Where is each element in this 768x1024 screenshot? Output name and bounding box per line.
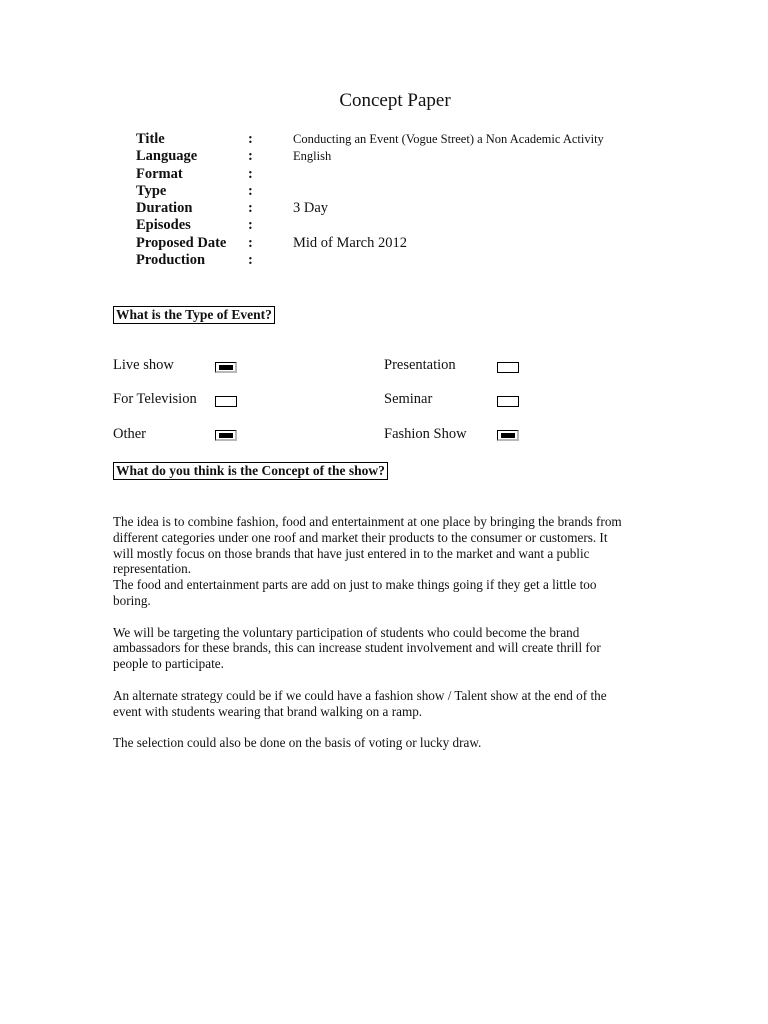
checkbox-live-show[interactable] bbox=[215, 362, 237, 373]
concept-paragraph bbox=[113, 514, 658, 609]
field-label: Proposed Date bbox=[136, 234, 227, 251]
text-line: different categories under one roof and market their products to the consumer or customers. It bbox=[113, 529, 608, 545]
field-label: Format bbox=[136, 165, 183, 182]
text-line: boring. bbox=[113, 592, 151, 608]
field-label: Type bbox=[136, 182, 167, 199]
field-colon: : bbox=[248, 165, 253, 182]
concept-paragraph bbox=[113, 735, 658, 751]
text-line: event with students wearing that brand walking on a ramp. bbox=[113, 703, 423, 719]
field-label: Episodes bbox=[136, 217, 191, 234]
text-line: The idea is to combine fashion, food and entertainment at one place by bringing the brands from bbox=[113, 514, 622, 529]
field-row-format bbox=[136, 166, 656, 183]
field-colon: : bbox=[248, 182, 253, 199]
text-line: The selection could also be done on the basis of voting or lucky draw. bbox=[113, 735, 482, 751]
option-label-fashion-show: Fashion Show bbox=[384, 426, 467, 442]
field-value: Conducting an Event (Vogue Street) a Non Academic Activity bbox=[293, 132, 604, 146]
text-line: The food and entertainment parts are add on just to make things going if they get a little too bbox=[113, 577, 597, 593]
checkbox-fashion-show[interactable] bbox=[497, 430, 519, 441]
option-label-seminar: Seminar bbox=[384, 391, 433, 407]
event-type-heading: What is the Type of Event? bbox=[113, 306, 275, 324]
field-label: Language bbox=[136, 148, 198, 165]
checkbox-seminar[interactable] bbox=[497, 396, 519, 407]
text-line: We will be targeting the voluntary participation of students who could become the brand bbox=[113, 624, 580, 640]
field-row-proposed-date bbox=[136, 235, 656, 252]
field-row-language bbox=[136, 148, 656, 165]
field-label: Production bbox=[136, 252, 206, 269]
field-colon: : bbox=[248, 234, 253, 251]
text-line: An alternate strategy could be if we could have a fashion show / Talent show at the end of the bbox=[113, 687, 607, 703]
field-row-type bbox=[136, 183, 656, 200]
field-value: English bbox=[293, 149, 332, 164]
field-colon: : bbox=[248, 217, 253, 234]
option-label-for-television: For Television bbox=[113, 391, 197, 407]
option-label-other: Other bbox=[113, 426, 147, 442]
field-row-production bbox=[136, 252, 656, 269]
text-line: representation. bbox=[113, 561, 191, 577]
concept-heading: What do you think is the Concept of the show? bbox=[113, 462, 388, 480]
field-label: Title bbox=[136, 131, 165, 147]
text-line: ambassadors for these brands, this can increase student involvement and will create thrill for bbox=[113, 640, 601, 656]
field-colon: : bbox=[248, 131, 253, 147]
field-value: Mid of March 2012 bbox=[293, 234, 407, 251]
field-row-title bbox=[136, 131, 656, 148]
concept-body bbox=[113, 514, 658, 767]
option-label-live-show: Live show bbox=[113, 357, 174, 373]
checkbox-other[interactable] bbox=[215, 430, 237, 441]
text-line: will mostly focus on those brands that have just entered in to the market and want a public bbox=[113, 545, 590, 561]
document-title: Concept Paper bbox=[339, 90, 451, 111]
checkbox-for-television[interactable] bbox=[215, 396, 237, 407]
field-label: Duration bbox=[136, 200, 193, 217]
field-colon: : bbox=[248, 252, 253, 269]
field-colon: : bbox=[248, 200, 253, 217]
field-row-episodes bbox=[136, 217, 656, 234]
field-value: 3 Day bbox=[293, 200, 329, 217]
metadata-table bbox=[136, 131, 656, 269]
field-colon: : bbox=[248, 148, 253, 165]
field-row-duration bbox=[136, 200, 656, 217]
checkbox-presentation[interactable] bbox=[497, 362, 519, 373]
text-line: people to participate. bbox=[113, 656, 224, 672]
concept-paragraph bbox=[113, 625, 658, 672]
option-label-presentation: Presentation bbox=[384, 357, 456, 373]
concept-paragraph bbox=[113, 688, 658, 720]
